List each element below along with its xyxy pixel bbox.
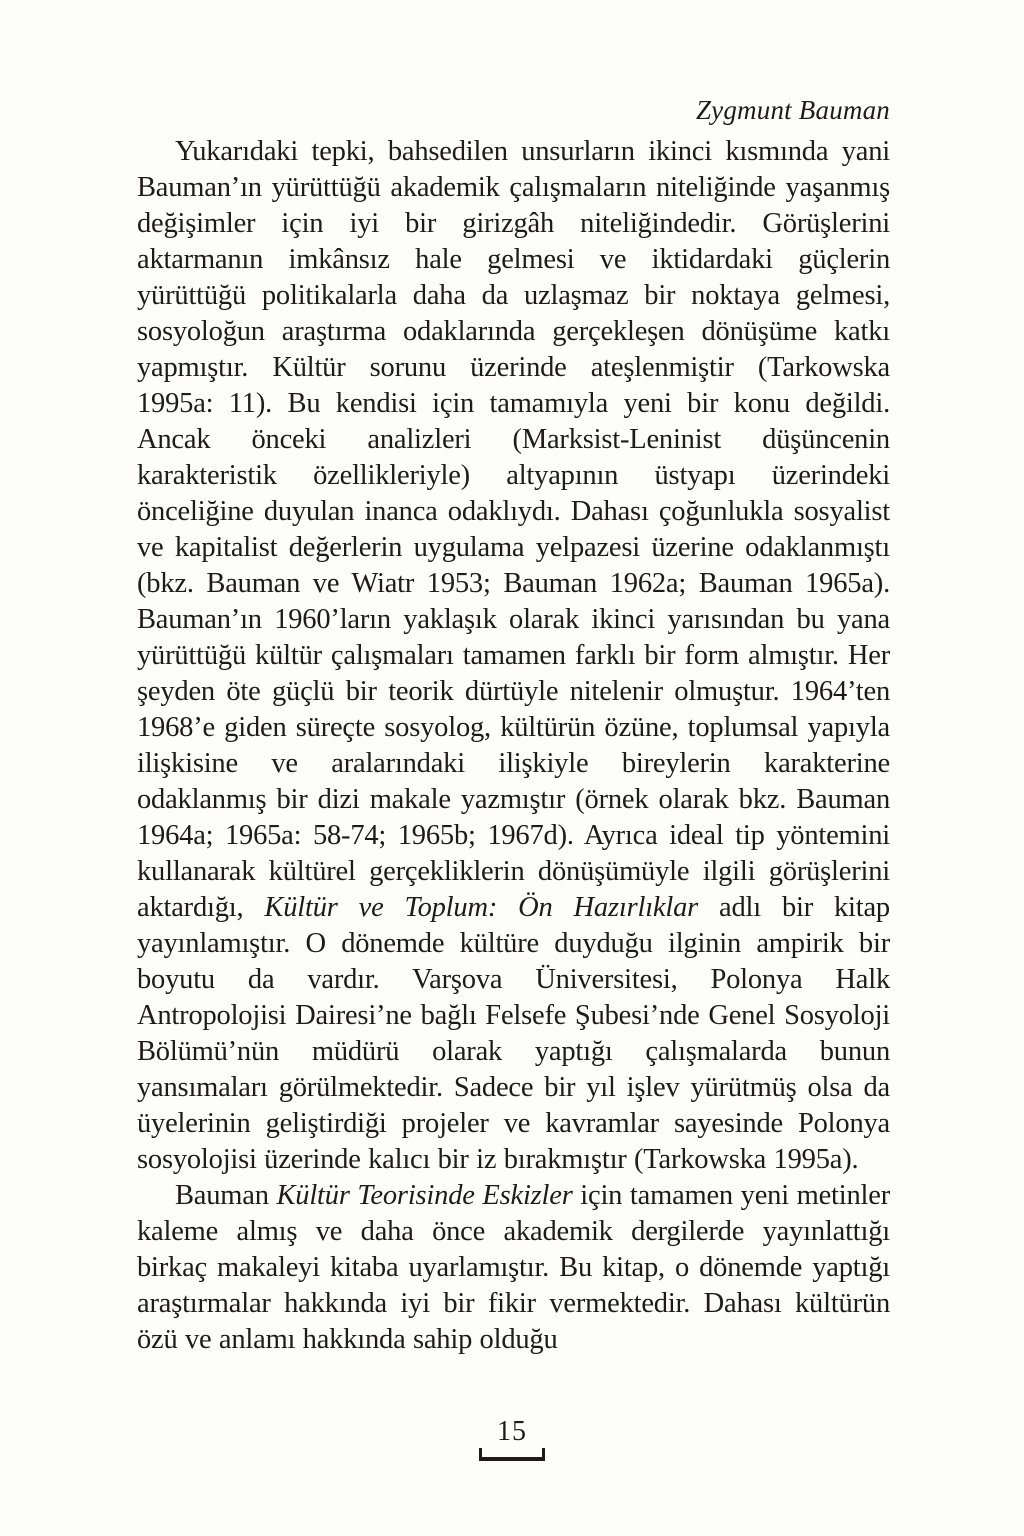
paragraph	[137, 134, 890, 1178]
page-number: 15	[497, 1416, 527, 1447]
book-title: Kültür ve Toplum: Ön Hazırlıklar	[264, 892, 699, 923]
running-header-text: Zygmunt Bauman	[695, 95, 890, 125]
text-segment: Yukarıdaki tepki, bahsedilen unsurların ikinci kısmında yani Bauman’ın yürüttüğü akademik çalışmaların niteliğinde yaşanmış değişimler için iyi bir girizgâh niteliğindedir. Görüşlerini aktarmanın imkânsız hale gelmesi ve iktidardaki güçlerin yürüttüğü politikalarla daha da uzlaşmaz bir noktaya gelmesi, sosyoloğun araştırma odaklarında gerçekleşen dönüşüme katkı yapmıştır. Kültür sorunu üzerinde ateşlenmiştir (Tarkowska 1995a: 11). Bu kendisi için tamamıyla yeni bir konu değildi. Ancak önceki analizleri (Marksist-Leninist düşüncenin karakteristik özellikleriyle) altyapının üstyapı üzerindeki önceliğine duyulan inanca odaklıydı. Dahası çoğunlukla sosyalist ve kapitalist değerlerin uygulama yelpazesi üzerine odaklanmıştı (bkz. Bauman ve Wiatr 1953; Bauman 1962a; Bauman 1965a). Bauman’ın 1960’ların yaklaşık olarak ikinci yarısından bu yana yürüttüğü kültür çalışmaları tamamen farklı bir form almıştır. Her şeyden öte güçlü bir teorik dürtüyle nitelenir olmuştur. 1964’ten 1968’e giden süreçte sosyolog, kültürün özüne, toplumsal yapıyla ilişkisine ve aralarındaki ilişkiyle bireylerin karakterine odaklanmış bir dizi makale yazmıştır (örnek olarak bkz. Bauman 1964a; 1965a: 58-74; 1965b; 1967d). Ayrıca ideal tip yöntemini kullanarak kültürel gerçekliklerin dönüşümüyle ilgili görüşlerini aktardığı,	[137, 136, 890, 923]
text-segment: Bauman	[175, 1180, 277, 1211]
running-header	[137, 94, 890, 126]
book-title: Kültür Teorisinde Eskizler	[276, 1180, 573, 1211]
text-segment: için tamamen yeni metinler kaleme almış ve daha önce akademik dergilerde yayınlattığı birkaç makaleyi kitaba uyarlamıştır. Bu kitap, o dönemde yaptığı araştırmalar hakkında iyi bir fikir vermektedir. Dahası kültürün özü ve anlamı hakkında sahip olduğu	[137, 1180, 890, 1355]
page-footer	[0, 1417, 1024, 1461]
text-segment: adlı bir kitap yayınlamıştır. O dönemde kültüre duyduğu ilginin ampirik bir boyutu da vardır. Varşova Üniversitesi, Polonya Halk Antropolojisi Dairesi’ne bağlı Felsefe Şubesi’nde Genel Sosyoloji Bölümü’nün müdürü olarak yaptığı çalışmalarda bunun yansımaları görülmektedir. Sadece bir yıl işlev yürütmüş olsa da üyelerinin geliştirdiği projeler ve kavramlar sayesinde Polonya sosyolojisi üzerinde kalıcı bir iz bırakmıştır (Tarkowska 1995a).	[137, 892, 890, 1175]
page-number-rule	[479, 1448, 545, 1461]
body-text	[137, 134, 890, 1358]
paragraph	[137, 1178, 890, 1358]
